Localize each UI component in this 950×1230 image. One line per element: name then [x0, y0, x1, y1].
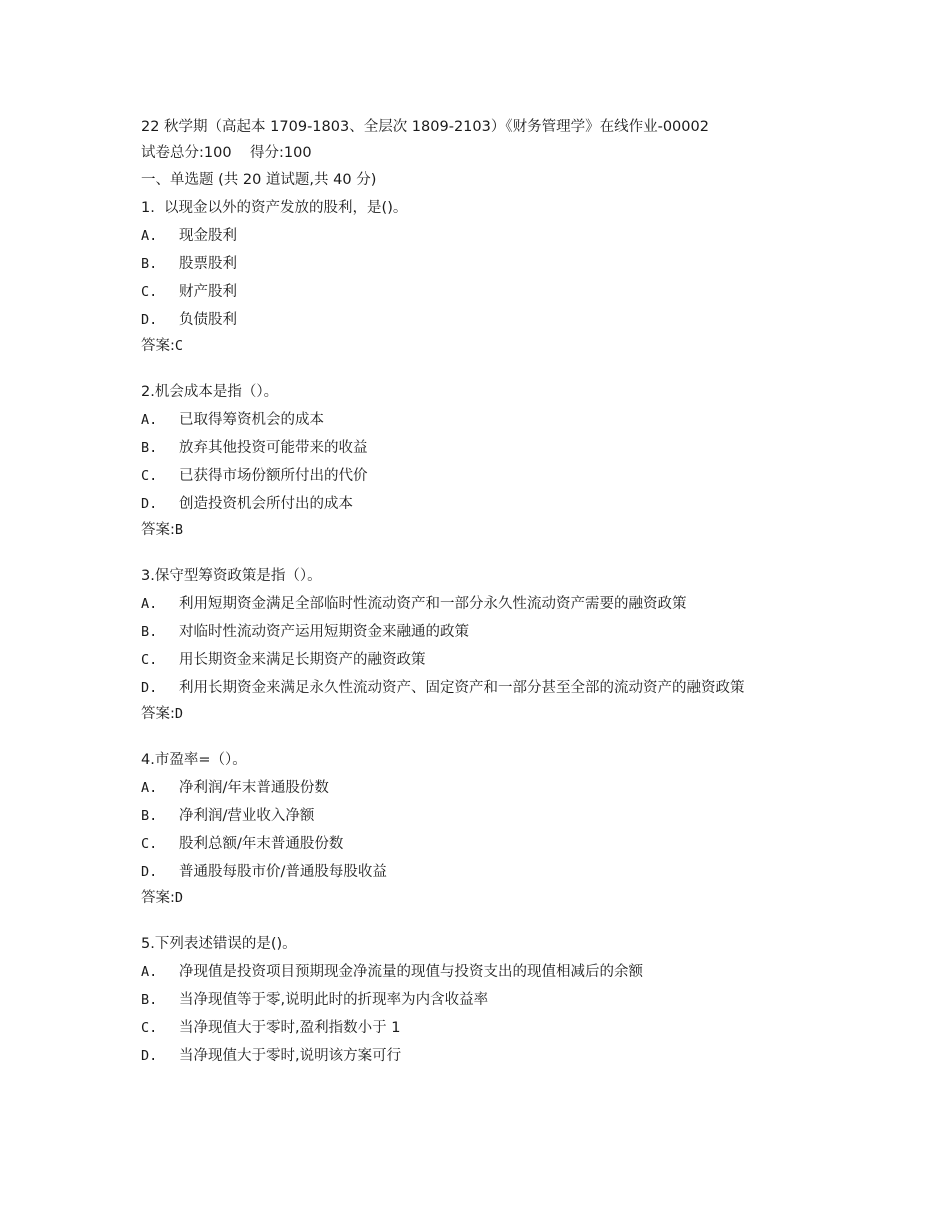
option-letter: B. [141, 808, 158, 824]
option-b [141, 986, 811, 1014]
option-letter: A. [141, 412, 158, 428]
option-letter: D. [141, 312, 158, 328]
option-d [141, 1042, 811, 1070]
question-stem: 3.保守型筹资政策是指（）。 [141, 568, 322, 584]
question-1 [141, 194, 811, 358]
answer-value: D [174, 890, 184, 906]
answer-line [141, 334, 811, 358]
option-text: 财产股利 [179, 284, 237, 300]
option-text: 普通股每股市价/普通股每股收益 [179, 864, 387, 880]
option-a [141, 406, 811, 434]
option-text: 现金股利 [179, 228, 237, 244]
answer-value: D [174, 706, 184, 722]
option-letter: D. [141, 680, 158, 696]
question-5 [141, 930, 811, 1070]
option-text: 负债股利 [179, 312, 237, 328]
answer-line [141, 886, 811, 910]
option-text: 用长期资金来满足长期资产的融资政策 [179, 652, 426, 668]
answer-value: C [174, 338, 184, 354]
score-line: 试卷总分:100 得分:100 [141, 145, 312, 161]
option-c [141, 830, 811, 858]
option-c [141, 1014, 811, 1042]
option-d [141, 490, 811, 518]
answer-label: 答案: [141, 706, 175, 722]
option-letter: B. [141, 624, 158, 640]
option-letter: B. [141, 992, 158, 1008]
option-letter: C. [141, 836, 158, 852]
answer-label: 答案: [141, 338, 175, 354]
option-text: 净利润/年末普通股份数 [179, 780, 329, 796]
option-text: 当净现值等于零,说明此时的折现率为内含收益率 [179, 992, 489, 1008]
question-2 [141, 378, 811, 542]
option-c [141, 278, 811, 306]
option-letter: A. [141, 228, 158, 244]
option-text: 股票股利 [179, 256, 237, 272]
question-4 [141, 746, 811, 910]
option-letter: A. [141, 780, 158, 796]
option-text: 当净现值大于零时,说明该方案可行 [179, 1048, 402, 1064]
section-title: 一、单选题 (共 20 道试题,共 40 分) [141, 172, 377, 188]
option-d [141, 306, 811, 334]
option-c [141, 462, 811, 490]
option-letter: C. [141, 468, 158, 484]
option-text: 放弃其他投资可能带来的收益 [179, 440, 368, 456]
option-c [141, 646, 811, 674]
option-text: 净现值是投资项目预期现金净流量的现值与投资支出的现值相减后的余额 [179, 964, 643, 980]
option-a [141, 590, 811, 618]
option-letter: A. [141, 596, 158, 612]
option-a [141, 958, 811, 986]
question-stem: 4.市盈率=（）。 [141, 752, 247, 768]
document-page [141, 114, 811, 1090]
answer-line [141, 702, 811, 726]
option-b [141, 250, 811, 278]
answer-label: 答案: [141, 522, 175, 538]
answer-line [141, 518, 811, 542]
option-letter: B. [141, 440, 158, 456]
option-text: 股利总额/年末普通股份数 [179, 836, 344, 852]
question-stem: 1. 以现金以外的资产发放的股利，是()。 [141, 200, 408, 216]
option-text: 创造投资机会所付出的成本 [179, 496, 353, 512]
option-text: 利用短期资金满足全部临时性流动资产和一部分永久性流动资产需要的融资政策 [179, 596, 687, 612]
option-text: 已获得市场份额所付出的代价 [179, 468, 368, 484]
option-letter: C. [141, 284, 158, 300]
document-title: 22 秋学期（高起本 1709-1803、全层次 1809-2103）《财务管理学》在线作业-00002 [141, 119, 709, 135]
question-stem: 2.机会成本是指（）。 [141, 384, 279, 400]
option-a [141, 774, 811, 802]
option-letter: B. [141, 256, 158, 272]
question-stem: 5.下列表述错误的是()。 [141, 936, 297, 952]
option-letter: D. [141, 864, 158, 880]
answer-label: 答案: [141, 890, 175, 906]
option-text: 利用长期资金来满足永久性流动资产、固定资产和一部分甚至全部的流动资产的融资政策 [179, 680, 745, 696]
question-3 [141, 562, 811, 726]
option-text: 已取得筹资机会的成本 [179, 412, 324, 428]
option-text: 对临时性流动资产运用短期资金来融通的政策 [179, 624, 469, 640]
option-d [141, 858, 811, 886]
answer-value: B [174, 522, 184, 538]
option-a [141, 222, 811, 250]
option-b [141, 802, 811, 830]
option-letter: D. [141, 496, 158, 512]
option-letter: C. [141, 1020, 158, 1036]
option-letter: D. [141, 1048, 158, 1064]
option-letter: A. [141, 964, 158, 980]
option-text: 净利润/营业收入净额 [179, 808, 315, 824]
option-text: 当净现值大于零时,盈利指数小于 1 [179, 1020, 401, 1036]
option-letter: C. [141, 652, 158, 668]
option-d [141, 674, 811, 702]
option-b [141, 618, 811, 646]
option-b [141, 434, 811, 462]
